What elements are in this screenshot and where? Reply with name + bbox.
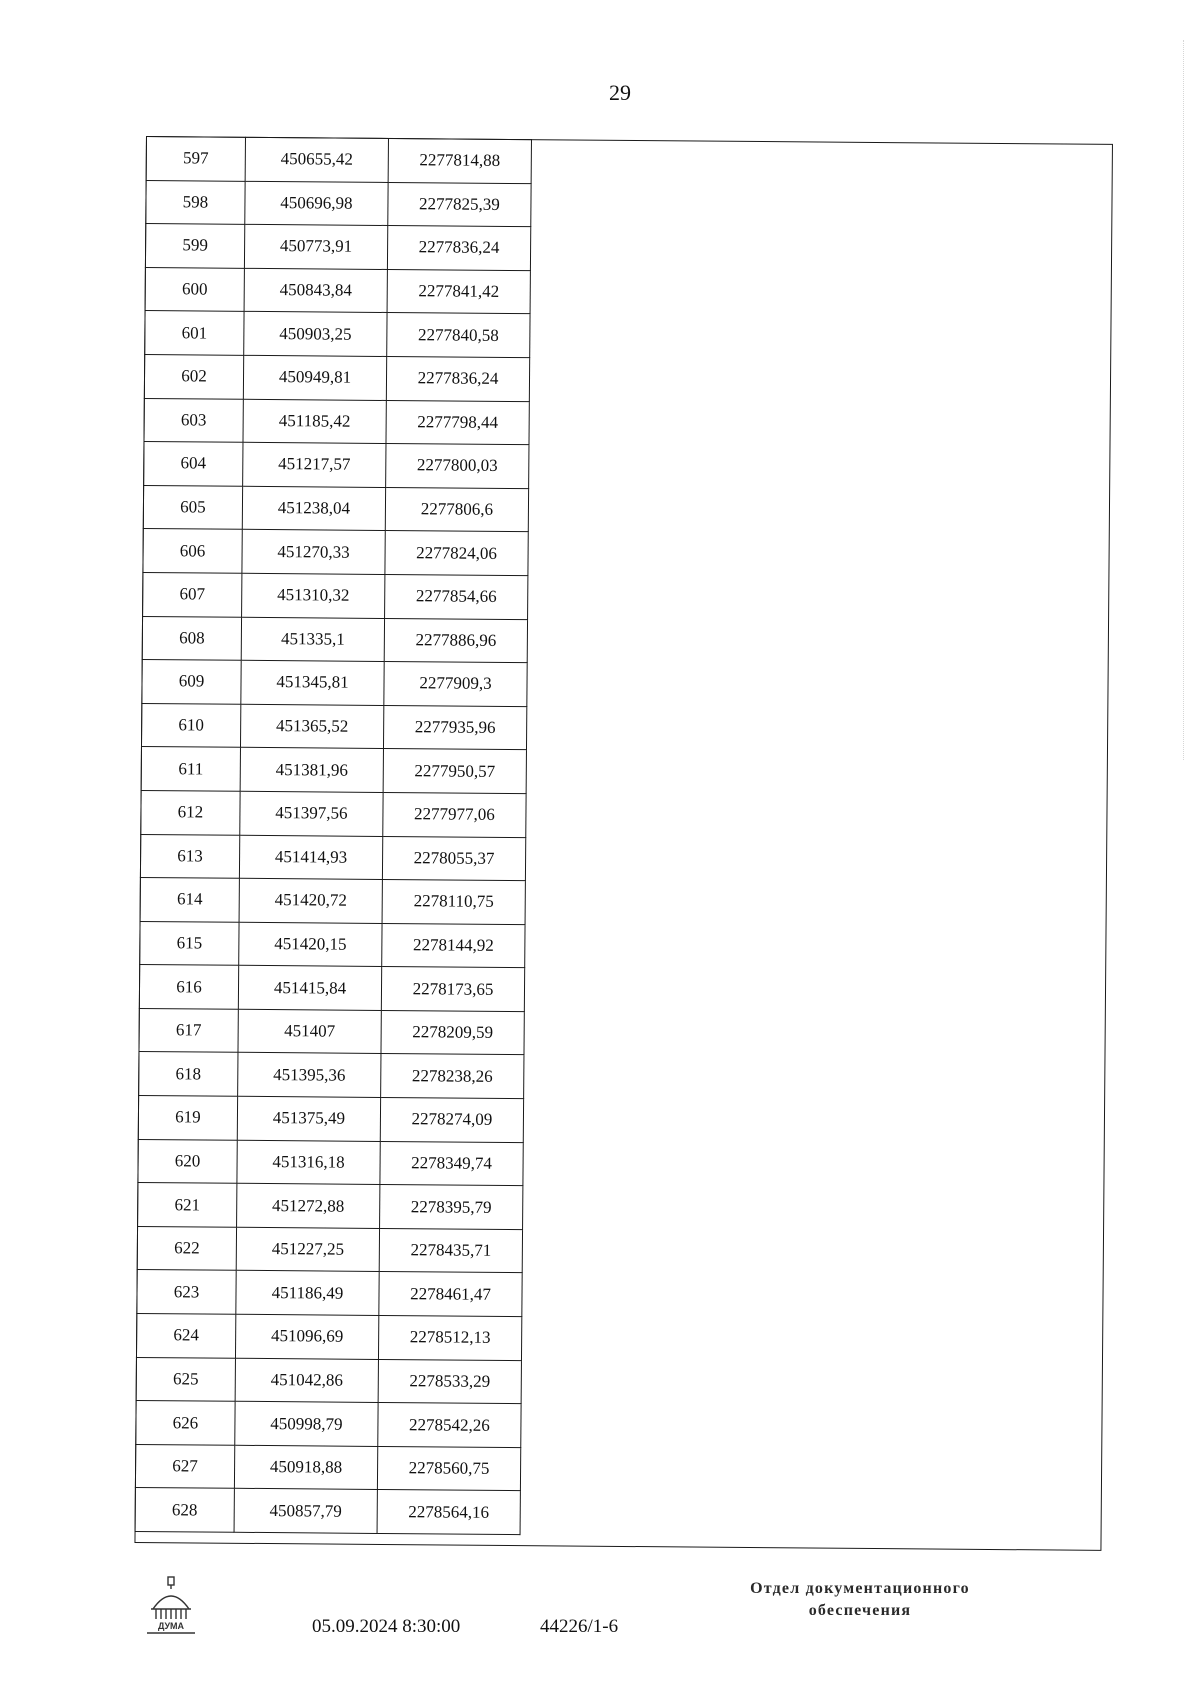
- page-number: 29: [609, 80, 631, 105]
- x-coordinate-cell: 451420,15: [239, 922, 382, 967]
- x-coordinate-cell: 451395,36: [238, 1053, 381, 1098]
- y-coordinate-cell: 2277836,24: [387, 226, 530, 271]
- table-row: [137, 1270, 522, 1317]
- y-coordinate-cell: 2277886,96: [384, 618, 527, 663]
- point-number-cell: 627: [135, 1444, 234, 1488]
- table-row: [139, 1008, 524, 1055]
- x-coordinate-cell: 450843,84: [244, 268, 387, 313]
- y-coordinate-cell: 2277935,96: [383, 705, 526, 750]
- point-number-cell: 622: [137, 1226, 236, 1270]
- table-row: [145, 224, 530, 271]
- point-number-cell: 606: [143, 529, 242, 573]
- point-number-cell: 604: [144, 442, 243, 486]
- x-coordinate-cell: 451310,32: [242, 573, 385, 618]
- scan-margin-marks: [1183, 40, 1188, 760]
- table-row: [141, 703, 526, 750]
- table-row: [140, 878, 525, 925]
- y-coordinate-cell: 2278110,75: [382, 880, 525, 925]
- table-row: [144, 442, 529, 489]
- table-row: [140, 921, 525, 968]
- point-number-cell: 623: [137, 1270, 236, 1314]
- point-number-cell: 600: [145, 267, 244, 311]
- y-coordinate-cell: 2278274,09: [380, 1098, 523, 1143]
- y-coordinate-cell: 2277798,44: [386, 400, 529, 445]
- table-row: [140, 834, 525, 881]
- table-row: [145, 311, 530, 358]
- table-row: [142, 660, 527, 707]
- point-number-cell: 608: [142, 616, 241, 660]
- y-coordinate-cell: 2277909,3: [384, 662, 527, 707]
- table-row: [141, 790, 526, 837]
- table-row: [141, 747, 526, 794]
- x-coordinate-cell: 451217,57: [243, 442, 386, 487]
- department-line-2: обеспечения: [808, 1602, 912, 1619]
- y-coordinate-cell: 2277836,24: [386, 356, 529, 401]
- point-number-cell: 614: [140, 878, 239, 922]
- table-row: [136, 1313, 521, 1360]
- point-number-cell: 603: [144, 398, 243, 442]
- x-coordinate-cell: 451238,04: [242, 486, 385, 531]
- y-coordinate-cell: 2278435,71: [379, 1228, 522, 1273]
- point-number-cell: 617: [139, 1008, 238, 1052]
- y-coordinate-cell: 2278238,26: [381, 1054, 524, 1099]
- x-coordinate-cell: 451316,18: [237, 1140, 380, 1185]
- footer-datetime: 05.09.2024 8:30:00: [312, 1616, 461, 1637]
- x-coordinate-cell: 450857,79: [234, 1489, 377, 1534]
- point-number-cell: 616: [139, 965, 238, 1009]
- y-coordinate-cell: 2278144,92: [382, 923, 525, 968]
- department-line-1: Отдел документационного: [750, 1580, 970, 1597]
- y-coordinate-cell: 2277977,06: [383, 792, 526, 837]
- table-row: [137, 1226, 522, 1273]
- table-row: [138, 1139, 523, 1186]
- table-row: [136, 1401, 521, 1448]
- footer-department-stamp: [700, 1578, 1020, 1622]
- footer-doc-number: 44226/1-6: [540, 1616, 619, 1637]
- point-number-cell: 620: [138, 1139, 237, 1183]
- point-number-cell: 618: [139, 1052, 238, 1096]
- y-coordinate-cell: 2278395,79: [380, 1185, 523, 1230]
- table-row: [145, 267, 530, 314]
- table-row: [136, 1357, 521, 1404]
- point-number-cell: 619: [138, 1096, 237, 1140]
- table-row: [139, 965, 524, 1012]
- point-number-cell: 621: [138, 1183, 237, 1227]
- x-coordinate-cell: 451272,88: [237, 1184, 380, 1229]
- x-coordinate-cell: 451397,56: [240, 791, 383, 836]
- table-row: [144, 354, 529, 401]
- table-row: [139, 1052, 524, 1099]
- x-coordinate-cell: 450655,42: [245, 137, 388, 182]
- x-coordinate-cell: 451381,96: [240, 748, 383, 793]
- point-number-cell: 602: [144, 354, 243, 398]
- coordinates-table-body: [135, 137, 531, 1535]
- table-row: [143, 485, 528, 532]
- table-row: [142, 616, 527, 663]
- point-number-cell: 628: [135, 1488, 234, 1532]
- y-coordinate-cell: 2277854,66: [385, 574, 528, 619]
- duma-building-logo-icon: [143, 1575, 199, 1635]
- y-coordinate-cell: 2277950,57: [383, 749, 526, 794]
- x-coordinate-cell: 450773,91: [244, 225, 387, 270]
- point-number-cell: 613: [140, 834, 239, 878]
- y-coordinate-cell: 2278512,13: [378, 1315, 521, 1360]
- y-coordinate-cell: 2278055,37: [382, 836, 525, 881]
- x-coordinate-cell: 451420,72: [239, 878, 382, 923]
- point-number-cell: 607: [143, 572, 242, 616]
- table-row: [146, 180, 531, 227]
- table-row: [138, 1096, 523, 1143]
- y-coordinate-cell: 2278533,29: [378, 1359, 521, 1404]
- y-coordinate-cell: 2278560,75: [377, 1446, 520, 1491]
- x-coordinate-cell: 451365,52: [240, 704, 383, 749]
- y-coordinate-cell: 2278349,74: [380, 1141, 523, 1186]
- x-coordinate-cell: 450918,88: [234, 1445, 377, 1490]
- point-number-cell: 625: [136, 1357, 235, 1401]
- y-coordinate-cell: 2277841,42: [387, 269, 530, 314]
- logo-text: ДУМА: [157, 1621, 185, 1631]
- point-number-cell: 610: [141, 703, 240, 747]
- point-number-cell: 605: [143, 485, 242, 529]
- point-number-cell: 599: [145, 224, 244, 268]
- point-number-cell: 601: [145, 311, 244, 355]
- y-coordinate-cell: 2278209,59: [381, 1010, 524, 1055]
- table-row: [135, 1444, 520, 1491]
- y-coordinate-cell: 2277814,88: [388, 138, 531, 183]
- y-coordinate-cell: 2277806,6: [385, 487, 528, 532]
- x-coordinate-cell: 451415,84: [238, 966, 381, 1011]
- point-number-cell: 624: [136, 1313, 235, 1357]
- x-coordinate-cell: 451185,42: [243, 399, 386, 444]
- point-number-cell: 609: [142, 660, 241, 704]
- x-coordinate-cell: 451335,1: [241, 617, 384, 662]
- x-coordinate-cell: 451407: [238, 1009, 381, 1054]
- x-coordinate-cell: 450949,81: [243, 355, 386, 400]
- x-coordinate-cell: 451270,33: [242, 530, 385, 575]
- coordinates-table: [135, 136, 532, 1535]
- point-number-cell: 597: [146, 137, 245, 181]
- x-coordinate-cell: 451096,69: [235, 1314, 378, 1359]
- table-row: [144, 398, 529, 445]
- table-row: [143, 529, 528, 576]
- point-number-cell: 615: [140, 921, 239, 965]
- x-coordinate-cell: 451375,49: [237, 1096, 380, 1141]
- y-coordinate-cell: 2278173,65: [381, 967, 524, 1012]
- x-coordinate-cell: 450696,98: [245, 181, 388, 226]
- point-number-cell: 626: [136, 1401, 235, 1445]
- point-number-cell: 598: [146, 180, 245, 224]
- y-coordinate-cell: 2277825,39: [388, 182, 531, 227]
- table-row: [143, 572, 528, 619]
- coordinates-table-frame: [134, 136, 1113, 1551]
- y-coordinate-cell: 2278461,47: [379, 1272, 522, 1317]
- x-coordinate-cell: 451186,49: [236, 1271, 379, 1316]
- table-row: [138, 1183, 523, 1230]
- y-coordinate-cell: 2277800,03: [386, 444, 529, 489]
- x-coordinate-cell: 451414,93: [239, 835, 382, 880]
- table-row: [146, 137, 531, 184]
- y-coordinate-cell: 2278542,26: [378, 1403, 521, 1448]
- y-coordinate-cell: 2278564,16: [377, 1490, 520, 1535]
- x-coordinate-cell: 451345,81: [241, 660, 384, 705]
- y-coordinate-cell: 2277824,06: [385, 531, 528, 576]
- x-coordinate-cell: 451042,86: [235, 1358, 378, 1403]
- x-coordinate-cell: 450903,25: [244, 312, 387, 357]
- point-number-cell: 612: [141, 790, 240, 834]
- x-coordinate-cell: 451227,25: [236, 1227, 379, 1272]
- table-row: [135, 1488, 520, 1535]
- y-coordinate-cell: 2277840,58: [387, 313, 530, 358]
- x-coordinate-cell: 450998,79: [235, 1401, 378, 1446]
- point-number-cell: 611: [141, 747, 240, 791]
